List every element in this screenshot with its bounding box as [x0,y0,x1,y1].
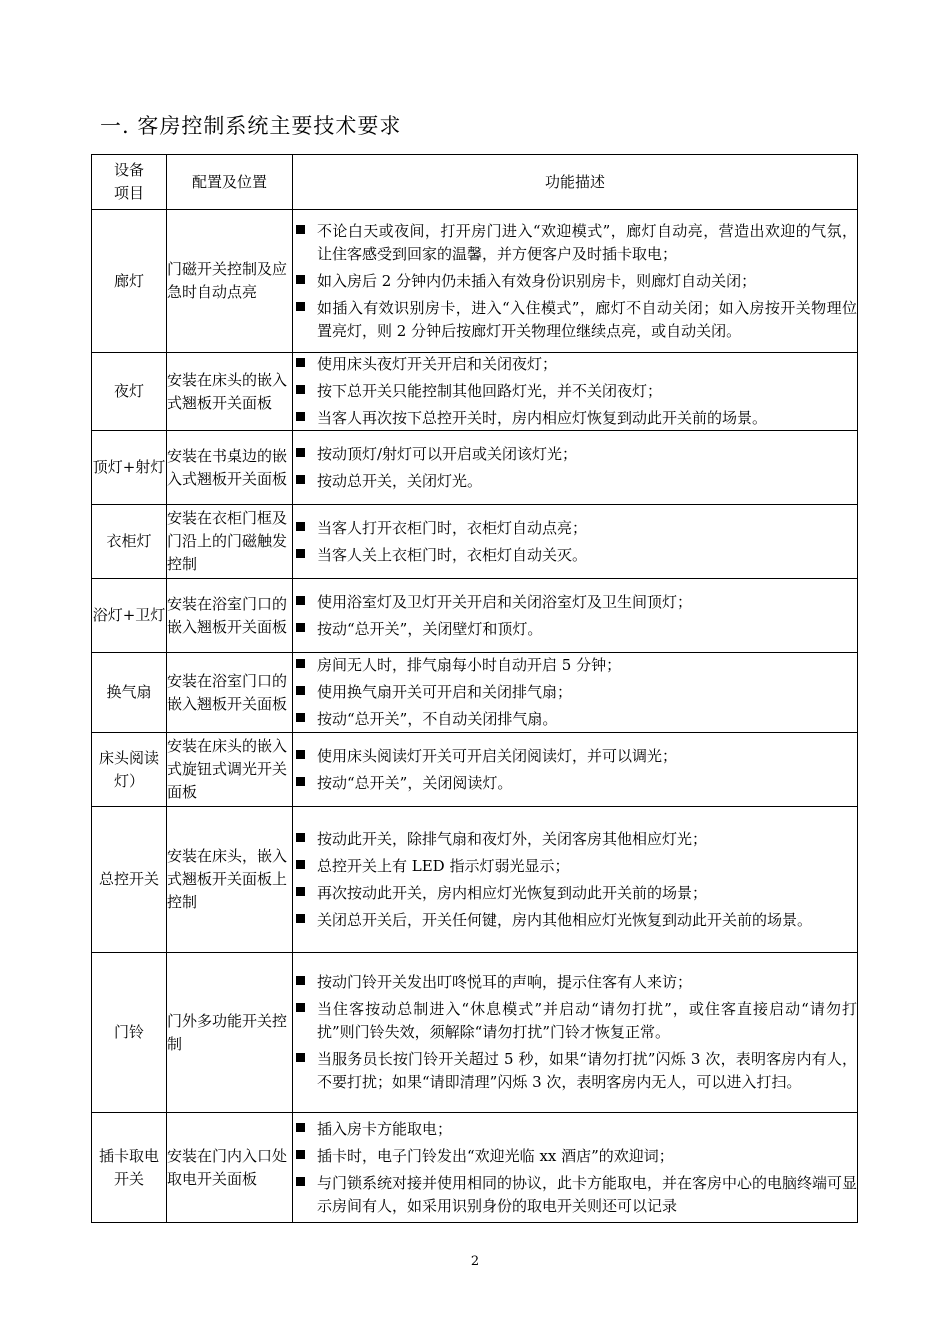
feature-item [293,1048,857,1094]
square-bullet-icon [296,1123,305,1132]
feature-list [293,353,857,430]
table-row [92,210,858,353]
feature-item [293,909,857,932]
table-row [92,653,858,733]
square-bullet-icon [296,1177,305,1186]
feature-text: 当客人再次按下总控开关时，房内相应灯恢复到动此开关前的场景。 [317,409,768,427]
feature-text: 按动此开关，除排气扇和夜灯外，关闭客房其他相应灯光； [317,829,708,848]
row-description [293,953,858,1113]
row-description [293,431,858,505]
square-bullet-icon [296,1150,305,1159]
row-config: 安装在床头的嵌入式翘板开关面板 [167,353,293,431]
square-bullet-icon [296,686,305,695]
square-bullet-icon [296,385,305,394]
square-bullet-icon [296,302,305,311]
square-bullet-icon [296,750,305,759]
row-config: 安装在床头，嵌入式翘板开关面板上控制 [167,807,293,953]
row-item-name: 浴灯+卫灯 [92,579,167,653]
row-item-name: 顶灯+射灯 [92,431,167,505]
row-config: 门磁开关控制及应急时自动点亮 [167,210,293,353]
square-bullet-icon [296,623,305,632]
feature-item [293,380,857,403]
square-bullet-icon [296,225,305,234]
row-config: 门外多功能开关控制 [167,953,293,1113]
row-description [293,210,858,353]
feature-text: 使用床头夜灯开关开启和关闭夜灯； [317,355,558,373]
feature-list [293,443,857,493]
row-item-name: 衣柜灯 [92,505,167,579]
table-header-row [92,155,858,210]
feature-list [293,1118,857,1218]
feature-item [293,591,857,614]
feature-text: 总控开关上有 LED 指示灯弱光显示； [317,856,570,875]
row-config: 安装在浴室门口的嵌入翘板开关面板 [167,579,293,653]
feature-item [293,443,857,466]
square-bullet-icon [296,522,305,531]
square-bullet-icon [296,1053,305,1062]
square-bullet-icon [296,1003,305,1012]
square-bullet-icon [296,887,305,896]
table-row [92,807,858,953]
feature-item [293,681,857,704]
row-item-name: 总控开关 [92,807,167,953]
feature-text: 插入房卡方能取电； [317,1119,453,1138]
feature-item [293,544,857,567]
feature-text: 按动“总开关”，关闭壁灯和顶灯。 [317,619,543,638]
square-bullet-icon [296,549,305,558]
row-config: 安装在门内入口处取电开关面板 [167,1113,293,1223]
square-bullet-icon [296,596,305,605]
square-bullet-icon [296,358,305,367]
feature-text: 使用换气扇开关可开启和关闭排气扇； [317,683,573,701]
row-config: 安装在浴室门口的嵌入翘板开关面板 [167,653,293,733]
header-desc: 功能描述 [293,155,858,210]
square-bullet-icon [296,713,305,722]
feature-text: 按动总开关，关闭灯光。 [317,471,483,490]
feature-text: 当住客按动总制进入“休息模式”并启动“请勿打扰”，或住客直接启动“请勿打扰”则门铃失效，须解除“请勿打扰”门铃才恢复正常。 [317,1000,857,1041]
feature-text: 按动“总开关”，不自动关闭排气扇。 [317,710,558,728]
feature-text: 如插入有效识别房卡，进入“入住模式”，廊灯不自动关闭；如入房按开关物理位置亮灯，则 2 分钟后按廊灯开关物理位继续点亮，或自动关闭。 [317,298,857,340]
row-item-name: 夜灯 [92,353,167,431]
feature-item [293,971,857,994]
square-bullet-icon [296,275,305,284]
feature-text: 按动“总开关”，关闭阅读灯。 [317,773,513,792]
row-item-name: 插卡取电开关 [92,1113,167,1223]
feature-item [293,772,857,795]
row-config: 安装在书桌边的嵌入式翘板开关面板 [167,431,293,505]
feature-item [293,1172,857,1218]
feature-text: 当客人打开衣柜门时，衣柜灯自动点亮； [317,518,588,537]
row-item-name: 门铃 [92,953,167,1113]
row-description [293,653,858,733]
table-row [92,953,858,1113]
feature-item [293,618,857,641]
feature-text: 使用浴室灯及卫灯开关开启和关闭浴室灯及卫生间顶灯； [317,592,693,611]
square-bullet-icon [296,659,305,668]
feature-list [293,654,857,731]
feature-item [293,297,857,343]
feature-list [293,971,857,1094]
feature-item [293,270,857,293]
feature-item [293,855,857,878]
square-bullet-icon [296,475,305,484]
feature-text: 当服务员长按门铃开关超过 5 秒，如果“请勿打扰”闪烁 3 次，表明客房内有人，不要打扰；如果“请即清理”闪烁 3 次，表明客房内无人，可以进入打扫。 [317,1050,857,1091]
row-description [293,733,858,807]
feature-item [293,1118,857,1141]
feature-text: 再次按动此开关，房内相应灯光恢复到动此开关前的场景； [317,883,708,902]
row-item-name: 廊灯 [92,210,167,353]
square-bullet-icon [296,976,305,985]
feature-list [293,828,857,932]
feature-text: 关闭总开关后，开关任何键，房内其他相应灯光恢复到动此开关前的场景。 [317,910,813,929]
square-bullet-icon [296,777,305,786]
row-item-name: 换气扇 [92,653,167,733]
feature-item [293,654,857,677]
feature-text: 按动顶灯/射灯可以开启或关闭该灯光； [317,444,578,463]
feature-item [293,407,857,430]
spec-table [91,154,858,1223]
feature-text: 如入房后 2 分钟内仍未插入有效身份识别房卡，则廊灯自动关闭； [317,271,757,290]
feature-list [293,591,857,641]
feature-list [293,745,857,795]
feature-item [293,828,857,851]
row-item-name: 床头阅读灯） [92,733,167,807]
page-title: 一. 客房控制系统主要技术要求 [100,114,402,138]
row-description [293,353,858,431]
row-description [293,505,858,579]
header-config: 配置及位置 [167,155,293,210]
feature-item [293,998,857,1044]
feature-item [293,517,857,540]
feature-item [293,1145,857,1168]
table-row [92,1113,858,1223]
feature-text: 与门锁系统对接并使用相同的协议，此卡方能取电，并在客房中心的电脑终端可显示房间有人，如采用识别身份的取电开关则还可以记录 [317,1173,858,1215]
row-description [293,1113,858,1223]
feature-list [293,220,857,343]
feature-item [293,882,857,905]
table-row [92,579,858,653]
row-config: 安装在衣柜门框及门沿上的门磁触发控制 [167,505,293,579]
feature-text: 房间无人时，排气扇每小时自动开启 5 分钟； [317,656,622,674]
feature-item [293,470,857,493]
feature-text: 当客人关上衣柜门时，衣柜灯自动关灭。 [317,545,588,564]
feature-item [293,353,857,376]
feature-text: 按动门铃开关发出叮咚悦耳的声响，提示住客有人来访； [317,973,693,991]
square-bullet-icon [296,914,305,923]
table-row [92,353,858,431]
feature-text: 插卡时，电子门铃发出“欢迎光临 xx 酒店”的欢迎词； [317,1146,674,1165]
feature-item [293,220,857,266]
page-number: 2 [470,1254,480,1269]
square-bullet-icon [296,860,305,869]
square-bullet-icon [296,833,305,842]
row-description [293,807,858,953]
table-row [92,505,858,579]
feature-item [293,745,857,768]
header-item: 设备 项目 [92,155,167,210]
feature-list [293,517,857,567]
feature-text: 按下总开关只能控制其他回路灯光，并不关闭夜灯； [317,382,663,400]
square-bullet-icon [296,412,305,421]
row-config: 安装在床头的嵌入式旋钮式调光开关面板 [167,733,293,807]
table-row [92,431,858,505]
row-description [293,579,858,653]
feature-item [293,708,857,731]
feature-text: 不论白天或夜间，打开房门进入“欢迎模式”，廊灯自动亮，营造出欢迎的气氛，让住客感受到回家的温馨，并方便客户及时插卡取电； [317,221,857,263]
feature-text: 使用床头阅读灯开关可开启关闭阅读灯，并可以调光； [317,746,678,765]
square-bullet-icon [296,448,305,457]
table-row [92,733,858,807]
